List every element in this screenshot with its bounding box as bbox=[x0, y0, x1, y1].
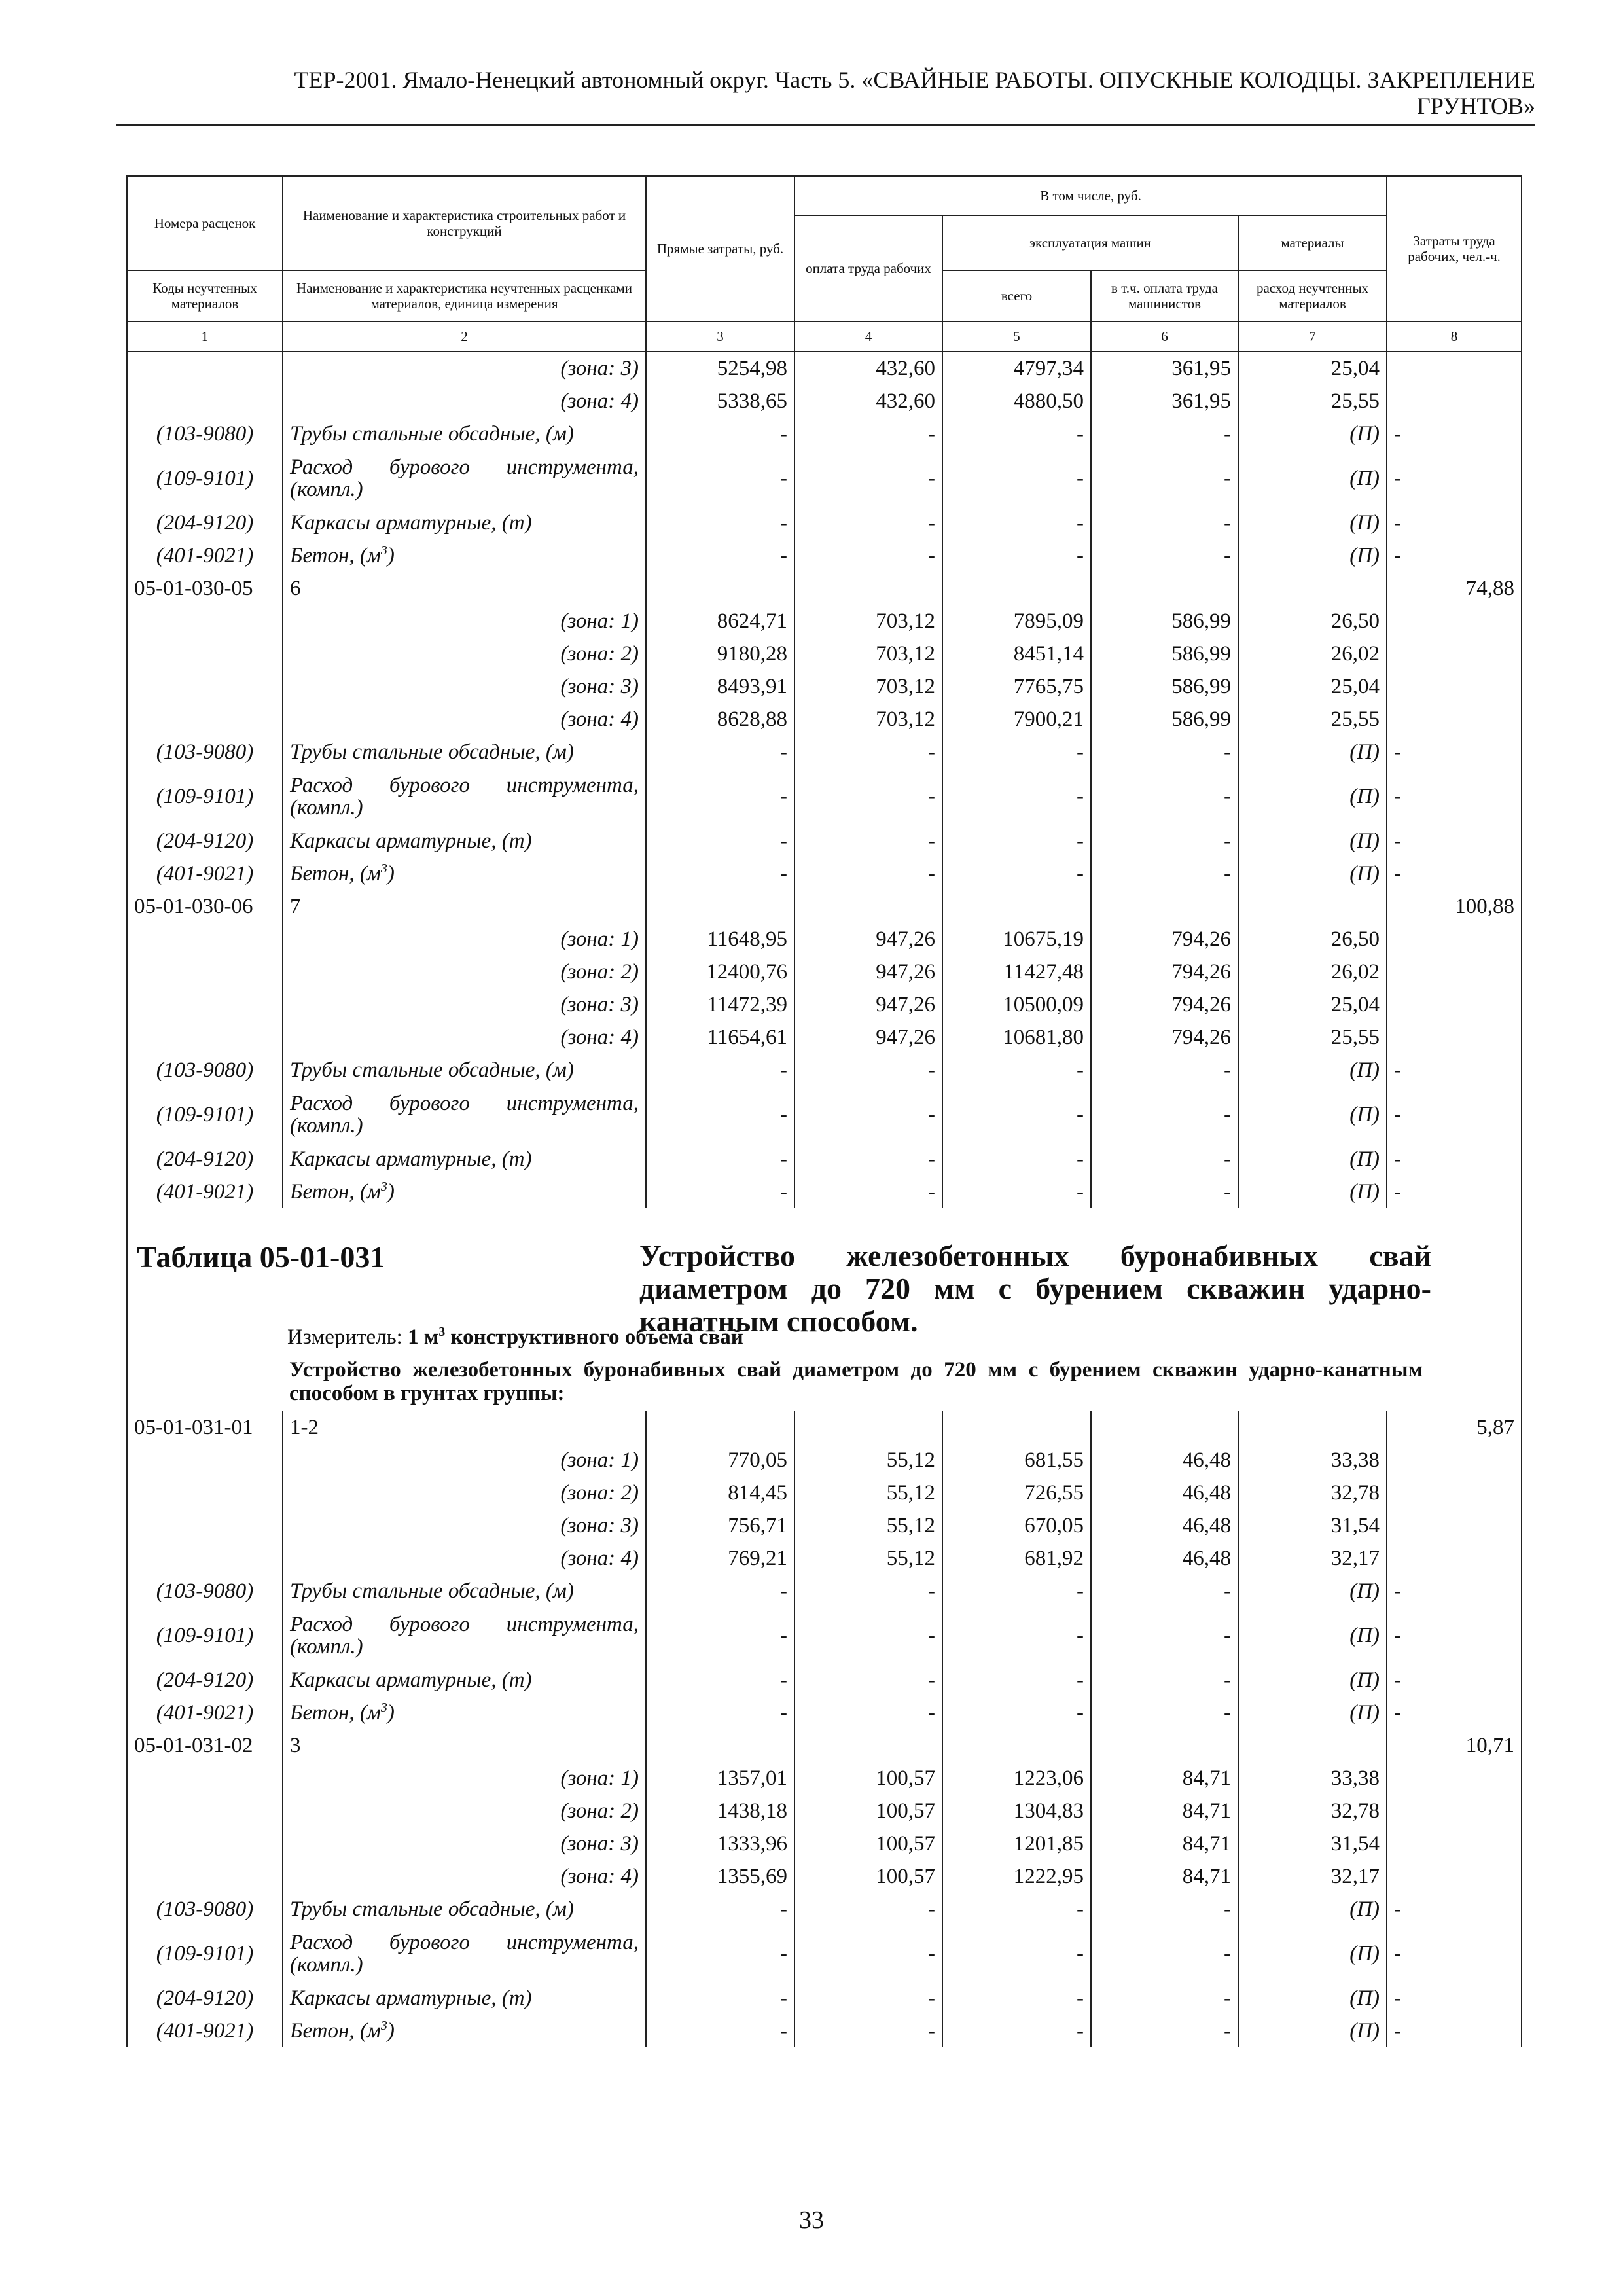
wages: 55,12 bbox=[794, 1444, 942, 1477]
block-05-01-030-06 bbox=[127, 890, 1522, 1208]
material-row: (401-9021) Бетон, $(м^3)$ - - - - (П) - bbox=[127, 1175, 1522, 1208]
running-header-line2: ГРУНТОВ» bbox=[1417, 93, 1535, 119]
material-usage: (П) bbox=[1238, 418, 1387, 450]
material-row: (401-9021) Бетон, $(м^3)$ - - - - (П) - bbox=[127, 1696, 1522, 1729]
materials: 32,17 bbox=[1238, 1860, 1387, 1893]
materials: 32,78 bbox=[1238, 1795, 1387, 1827]
material-code: (204-9120) bbox=[127, 507, 283, 539]
materials: 25,04 bbox=[1238, 670, 1387, 703]
material-name: Бетон, $(м^3)$ bbox=[283, 1696, 646, 1729]
zone-label: (зона: 2) bbox=[283, 1795, 646, 1827]
operators-wages: 46,48 bbox=[1091, 1444, 1238, 1477]
col-number: 7 bbox=[1238, 321, 1387, 351]
direct-costs: 814,45 bbox=[646, 1477, 794, 1509]
rates-table bbox=[126, 175, 1522, 2047]
material-row: (103-9080) Трубы стальные обсадные, (м) - - - - (П) - bbox=[127, 1893, 1522, 1926]
material-row: (204-9120) Каркасы арматурные, (т) - - - - (П) - bbox=[127, 1664, 1522, 1696]
wages: 703,12 bbox=[794, 703, 942, 736]
material-code: (401-9021) bbox=[127, 1696, 283, 1729]
material-row: (103-9080) Трубы стальные обсадные, (м) - - - - (П) - bbox=[127, 1054, 1522, 1086]
labor-costs: 10,71 bbox=[1387, 1729, 1522, 1762]
wages: 947,26 bbox=[794, 956, 942, 988]
table-row bbox=[127, 1509, 1522, 1542]
operators-wages: 46,48 bbox=[1091, 1509, 1238, 1542]
material-row: (103-9080) Трубы стальные обсадные, (м) - - - - (П) - bbox=[127, 736, 1522, 768]
material-usage: (П) bbox=[1238, 825, 1387, 857]
material-name: Трубы стальные обсадные, (м) bbox=[283, 1575, 646, 1607]
operators-wages: 361,95 bbox=[1091, 351, 1238, 385]
machines-total: 8451,14 bbox=[942, 637, 1091, 670]
operators-wages: 794,26 bbox=[1091, 1021, 1238, 1054]
wages: 947,26 bbox=[794, 923, 942, 956]
zone-label: (зона: 3) bbox=[283, 670, 646, 703]
col-number: 1 bbox=[127, 321, 283, 351]
material-row: (401-9021) Бетон, $(м^3)$ - - - - (П) - bbox=[127, 857, 1522, 890]
table-row bbox=[127, 988, 1522, 1021]
table-row bbox=[127, 605, 1522, 637]
col-number: 2 bbox=[283, 321, 646, 351]
materials: 26,50 bbox=[1238, 605, 1387, 637]
material-row: (109-9101) Расход бурового инструмента, (компл.) - - - - (П) - bbox=[127, 1086, 1522, 1143]
operators-wages: 586,99 bbox=[1091, 670, 1238, 703]
rate-code: 05-01-031-01 bbox=[127, 1411, 283, 1444]
running-header-line1: ТЕР-2001. Ямало-Ненецкий автономный округ. Часть 5. «СВАЙНЫЕ РАБОТЫ. ОПУСКНЫЕ КОЛОДЦЫ. ЗАКРЕПЛЕНИЕ bbox=[294, 67, 1535, 93]
rate-row bbox=[127, 572, 1522, 605]
table-row bbox=[127, 1444, 1522, 1477]
operators-wages: 46,48 bbox=[1091, 1477, 1238, 1509]
col-number: 4 bbox=[794, 321, 942, 351]
wages: 100,57 bbox=[794, 1795, 942, 1827]
direct-costs: 5254,98 bbox=[646, 351, 794, 385]
zone-label: (зона: 4) bbox=[283, 385, 646, 418]
material-name: Каркасы арматурные, (т) bbox=[283, 1664, 646, 1696]
wages: 703,12 bbox=[794, 637, 942, 670]
direct-costs: 1357,01 bbox=[646, 1762, 794, 1795]
col-material-usage-header: расход неучтенных материалов bbox=[1238, 270, 1387, 321]
table-row bbox=[127, 1795, 1522, 1827]
direct-costs: 770,05 bbox=[646, 1444, 794, 1477]
col-labor-costs-header: Затраты труда рабочих, чел.-ч. bbox=[1387, 176, 1522, 321]
machines-total: 670,05 bbox=[942, 1509, 1091, 1542]
wages: 432,60 bbox=[794, 351, 942, 385]
machines-total: 7895,09 bbox=[942, 605, 1091, 637]
material-code: (103-9080) bbox=[127, 1575, 283, 1607]
material-row: (103-9080) Трубы стальные обсадные, (м) - - - - (П) - bbox=[127, 418, 1522, 450]
material-code: (401-9021) bbox=[127, 857, 283, 890]
direct-costs: 12400,76 bbox=[646, 956, 794, 988]
block-05-01-030-05 bbox=[127, 572, 1522, 890]
machines-total: 4880,50 bbox=[942, 385, 1091, 418]
zone-label: (зона: 3) bbox=[283, 988, 646, 1021]
operators-wages: 84,71 bbox=[1091, 1827, 1238, 1860]
labor-costs: 100,88 bbox=[1387, 890, 1522, 923]
material-name: Бетон, $(м^3)$ bbox=[283, 539, 646, 572]
table-header bbox=[127, 176, 1522, 351]
direct-costs: 9180,28 bbox=[646, 637, 794, 670]
material-row: (204-9120) Каркасы арматурные, (т) - - - - (П) - bbox=[127, 507, 1522, 539]
material-name: Трубы стальные обсадные, (м) bbox=[283, 1054, 646, 1086]
rate-code: 05-01-030-05 bbox=[127, 572, 283, 605]
materials: 33,38 bbox=[1238, 1444, 1387, 1477]
material-usage: (П) bbox=[1238, 1696, 1387, 1729]
machines-total: 681,92 bbox=[942, 1542, 1091, 1575]
wages: 100,57 bbox=[794, 1860, 942, 1893]
machines-total: 11427,48 bbox=[942, 956, 1091, 988]
table-row bbox=[127, 1762, 1522, 1795]
machines-total: 4797,34 bbox=[942, 351, 1091, 385]
material-name: Бетон, $(м^3)$ bbox=[283, 857, 646, 890]
zone-label: (зона: 3) bbox=[283, 1827, 646, 1860]
material-usage: (П) bbox=[1238, 1926, 1387, 1982]
running-header bbox=[116, 67, 1535, 119]
material-row: (204-9120) Каркасы арматурные, (т) - - - - (П) - bbox=[127, 1143, 1522, 1175]
table-05-01-031-heading bbox=[127, 1208, 1522, 1411]
material-code: (109-9101) bbox=[127, 768, 283, 825]
direct-costs: 8628,88 bbox=[646, 703, 794, 736]
material-name: Трубы стальные обсадные, (м) bbox=[283, 1893, 646, 1926]
rate-name: 3 bbox=[283, 1729, 646, 1762]
table-subheader-row bbox=[127, 1352, 1522, 1411]
material-usage: (П) bbox=[1238, 1175, 1387, 1208]
rate-row bbox=[127, 890, 1522, 923]
material-code: (103-9080) bbox=[127, 1893, 283, 1926]
material-usage: (П) bbox=[1238, 1664, 1387, 1696]
table-row bbox=[127, 1860, 1522, 1893]
rate-code: 05-01-031-02 bbox=[127, 1729, 283, 1762]
table-title-row bbox=[127, 1208, 1522, 1352]
direct-costs: 1355,69 bbox=[646, 1860, 794, 1893]
rate-row bbox=[127, 1729, 1522, 1762]
material-code: (204-9120) bbox=[127, 1664, 283, 1696]
wages: 703,12 bbox=[794, 605, 942, 637]
materials: 26,02 bbox=[1238, 637, 1387, 670]
machines-total: 681,55 bbox=[942, 1444, 1091, 1477]
col-wages-header: оплата труда рабочих bbox=[794, 215, 942, 321]
table-row bbox=[127, 1827, 1522, 1860]
material-name: Бетон, $(м^3)$ bbox=[283, 2015, 646, 2047]
direct-costs: 756,71 bbox=[646, 1509, 794, 1542]
wages: 947,26 bbox=[794, 1021, 942, 1054]
material-code: (401-9021) bbox=[127, 2015, 283, 2047]
materials: 32,78 bbox=[1238, 1477, 1387, 1509]
material-code: (204-9120) bbox=[127, 1982, 283, 2015]
operators-wages: 794,26 bbox=[1091, 956, 1238, 988]
material-usage: (П) bbox=[1238, 1607, 1387, 1664]
materials: 26,50 bbox=[1238, 923, 1387, 956]
machines-total: 1223,06 bbox=[942, 1762, 1091, 1795]
zone-label: (зона: 4) bbox=[283, 703, 646, 736]
col-group-header: В том числе, руб. bbox=[794, 176, 1387, 215]
col-machines-header: эксплуатация машин bbox=[942, 215, 1238, 270]
materials: 25,55 bbox=[1238, 385, 1387, 418]
wages: 55,12 bbox=[794, 1509, 942, 1542]
material-name: Расход бурового инструмента, (компл.) bbox=[283, 768, 646, 825]
direct-costs: 8624,71 bbox=[646, 605, 794, 637]
machines-total: 7900,21 bbox=[942, 703, 1091, 736]
col-operators-wages-header: в т.ч. оплата труда машинистов bbox=[1091, 270, 1238, 321]
col-machines-total-header: всего bbox=[942, 270, 1091, 321]
block-05-01-031-01 bbox=[127, 1411, 1522, 1729]
material-usage: (П) bbox=[1238, 1893, 1387, 1926]
material-usage: (П) bbox=[1238, 768, 1387, 825]
table-row bbox=[127, 1542, 1522, 1575]
material-name: Бетон, $(м^3)$ bbox=[283, 1175, 646, 1208]
wages: 703,12 bbox=[794, 670, 942, 703]
machines-total: 7765,75 bbox=[942, 670, 1091, 703]
table-row bbox=[127, 923, 1522, 956]
zone-label: (зона: 1) bbox=[283, 1762, 646, 1795]
table-row bbox=[127, 703, 1522, 736]
labor-costs: 74,88 bbox=[1387, 572, 1522, 605]
operators-wages: 586,99 bbox=[1091, 637, 1238, 670]
material-usage: (П) bbox=[1238, 1086, 1387, 1143]
operators-wages: 586,99 bbox=[1091, 605, 1238, 637]
material-code: (109-9101) bbox=[127, 1926, 283, 1982]
table-row bbox=[127, 637, 1522, 670]
col-number: 6 bbox=[1091, 321, 1238, 351]
operators-wages: 586,99 bbox=[1091, 703, 1238, 736]
direct-costs: 11472,39 bbox=[646, 988, 794, 1021]
machines-total: 726,55 bbox=[942, 1477, 1091, 1509]
materials: 33,38 bbox=[1238, 1762, 1387, 1795]
material-name: Каркасы арматурные, (т) bbox=[283, 507, 646, 539]
operators-wages: 84,71 bbox=[1091, 1795, 1238, 1827]
machines-total: 1222,95 bbox=[942, 1860, 1091, 1893]
wages: 100,57 bbox=[794, 1762, 942, 1795]
material-code: (103-9080) bbox=[127, 736, 283, 768]
wages: 100,57 bbox=[794, 1827, 942, 1860]
material-usage: (П) bbox=[1238, 2015, 1387, 2047]
material-name: Расход бурового инструмента, (компл.) bbox=[283, 1607, 646, 1664]
zone-label: (зона: 4) bbox=[283, 1860, 646, 1893]
direct-costs: 769,21 bbox=[646, 1542, 794, 1575]
material-row: (103-9080) Трубы стальные обсадные, (м) - - - - (П) - bbox=[127, 1575, 1522, 1607]
col-number: 3 bbox=[646, 321, 794, 351]
zone-label: (зона: 1) bbox=[283, 923, 646, 956]
material-code: (103-9080) bbox=[127, 1054, 283, 1086]
material-name: Расход бурового инструмента, (компл.) bbox=[283, 1926, 646, 1982]
labor-costs: 5,87 bbox=[1387, 1411, 1522, 1444]
material-name: Расход бурового инструмента, (компл.) bbox=[283, 450, 646, 507]
operators-wages: 46,48 bbox=[1091, 1542, 1238, 1575]
col-work-name-header: Наименование и характеристика строительных работ и конструкций bbox=[283, 176, 646, 270]
zone-label: (зона: 3) bbox=[283, 1509, 646, 1542]
col-materials-header: материалы bbox=[1238, 215, 1387, 270]
machines-total: 1201,85 bbox=[942, 1827, 1091, 1860]
machines-total: 10681,80 bbox=[942, 1021, 1091, 1054]
rate-row bbox=[127, 1411, 1522, 1444]
operators-wages: 84,71 bbox=[1091, 1860, 1238, 1893]
table-subheader: Устройство железобетонных буронабивных свай диаметром до 720 мм с бурением скважин ударно-канатным способом в грунтах группы: bbox=[283, 1352, 1522, 1411]
material-usage: (П) bbox=[1238, 857, 1387, 890]
direct-costs: 1333,96 bbox=[646, 1827, 794, 1860]
header-rule bbox=[116, 124, 1535, 126]
wages: 55,12 bbox=[794, 1542, 942, 1575]
table-row bbox=[127, 1021, 1522, 1054]
zone-label: (зона: 4) bbox=[283, 1021, 646, 1054]
col-material-names-header: Наименование и характеристика неучтенных расценками материалов, единица измерения bbox=[283, 270, 646, 321]
material-name: Расход бурового инструмента, (компл.) bbox=[283, 1086, 646, 1143]
materials: 31,54 bbox=[1238, 1827, 1387, 1860]
wages: 947,26 bbox=[794, 988, 942, 1021]
material-code: (204-9120) bbox=[127, 825, 283, 857]
table-row bbox=[127, 351, 1522, 385]
material-code: (109-9101) bbox=[127, 1086, 283, 1143]
material-row: (109-9101) Расход бурового инструмента, (компл.) - - - - (П) - bbox=[127, 1607, 1522, 1664]
table-row bbox=[127, 1477, 1522, 1509]
rate-name: 1-2 bbox=[283, 1411, 646, 1444]
material-row: (109-9101) Расход бурового инструмента, (компл.) - - - - (П) - bbox=[127, 1926, 1522, 1982]
block-05-01-031-02 bbox=[127, 1729, 1522, 2047]
material-name: Трубы стальные обсадные, (м) bbox=[283, 418, 646, 450]
rate-name: 7 bbox=[283, 890, 646, 923]
block-05-01-030-04-tail bbox=[127, 351, 1522, 572]
rate-code: 05-01-030-06 bbox=[127, 890, 283, 923]
table-title: Устройство железобетонных буронабивных свай диаметром до 720 мм с бурением скважин ударно-канатным способом. bbox=[639, 1239, 1431, 1338]
table-row bbox=[127, 670, 1522, 703]
materials: 25,04 bbox=[1238, 988, 1387, 1021]
material-code: (103-9080) bbox=[127, 418, 283, 450]
direct-costs: 11648,95 bbox=[646, 923, 794, 956]
material-row: (109-9101) Расход бурового инструмента, (компл.) - - - - (П) - bbox=[127, 450, 1522, 507]
direct-costs: 1438,18 bbox=[646, 1795, 794, 1827]
page-number: 33 bbox=[799, 2206, 824, 2234]
material-row: (204-9120) Каркасы арматурные, (т) - - - - (П) - bbox=[127, 825, 1522, 857]
operators-wages: 794,26 bbox=[1091, 988, 1238, 1021]
direct-costs: 8493,91 bbox=[646, 670, 794, 703]
materials: 25,04 bbox=[1238, 351, 1387, 385]
material-usage: (П) bbox=[1238, 539, 1387, 572]
zone-label: (зона: 1) bbox=[283, 605, 646, 637]
table-unit: Измеритель: 1 $м^3$ конструктивного объема свай bbox=[287, 1325, 743, 1349]
machines-total: 1304,83 bbox=[942, 1795, 1091, 1827]
material-usage: (П) bbox=[1238, 736, 1387, 768]
zone-label: (зона: 2) bbox=[283, 1477, 646, 1509]
table-label: Таблица 05-01-031 bbox=[137, 1240, 385, 1274]
material-code: (109-9101) bbox=[127, 1607, 283, 1664]
zone-label: (зона: 2) bbox=[283, 956, 646, 988]
material-name: Каркасы арматурные, (т) bbox=[283, 1143, 646, 1175]
material-usage: (П) bbox=[1238, 507, 1387, 539]
col-number: 8 bbox=[1387, 321, 1522, 351]
material-usage: (П) bbox=[1238, 1575, 1387, 1607]
materials: 32,17 bbox=[1238, 1542, 1387, 1575]
materials: 31,54 bbox=[1238, 1509, 1387, 1542]
material-name: Каркасы арматурные, (т) bbox=[283, 825, 646, 857]
zone-label: (зона: 1) bbox=[283, 1444, 646, 1477]
rate-name: 6 bbox=[283, 572, 646, 605]
zone-label: (зона: 3) bbox=[283, 351, 646, 385]
material-code: (401-9021) bbox=[127, 539, 283, 572]
materials: 26,02 bbox=[1238, 956, 1387, 988]
table-row bbox=[127, 385, 1522, 418]
material-row: (401-9021) Бетон, $(м^3)$ - - - - (П) - bbox=[127, 539, 1522, 572]
zone-label: (зона: 2) bbox=[283, 637, 646, 670]
material-name: Каркасы арматурные, (т) bbox=[283, 1982, 646, 2015]
material-usage: (П) bbox=[1238, 1143, 1387, 1175]
wages: 55,12 bbox=[794, 1477, 942, 1509]
operators-wages: 794,26 bbox=[1091, 923, 1238, 956]
material-name: Трубы стальные обсадные, (м) bbox=[283, 736, 646, 768]
direct-costs: 5338,65 bbox=[646, 385, 794, 418]
material-usage: (П) bbox=[1238, 1982, 1387, 2015]
machines-total: 10675,19 bbox=[942, 923, 1091, 956]
wages: 432,60 bbox=[794, 385, 942, 418]
col-material-codes-header: Коды неучтенных материалов bbox=[127, 270, 283, 321]
col-direct-costs-header: Прямые затраты, руб. bbox=[646, 176, 794, 321]
material-code: (401-9021) bbox=[127, 1175, 283, 1208]
table-row bbox=[127, 956, 1522, 988]
materials: 25,55 bbox=[1238, 703, 1387, 736]
material-row: (401-9021) Бетон, $(м^3)$ - - - - (П) - bbox=[127, 2015, 1522, 2047]
material-row: (204-9120) Каркасы арматурные, (т) - - - - (П) - bbox=[127, 1982, 1522, 2015]
operators-wages: 361,95 bbox=[1091, 385, 1238, 418]
material-code: (109-9101) bbox=[127, 450, 283, 507]
col-number: 5 bbox=[942, 321, 1091, 351]
material-usage: (П) bbox=[1238, 1054, 1387, 1086]
operators-wages: 84,71 bbox=[1091, 1762, 1238, 1795]
col-rate-number-header: Номера расценок bbox=[127, 176, 283, 270]
machines-total: 10500,09 bbox=[942, 988, 1091, 1021]
material-code: (204-9120) bbox=[127, 1143, 283, 1175]
zone-label: (зона: 4) bbox=[283, 1542, 646, 1575]
material-row: (109-9101) Расход бурового инструмента, (компл.) - - - - (П) - bbox=[127, 768, 1522, 825]
material-usage: (П) bbox=[1238, 450, 1387, 507]
direct-costs: 11654,61 bbox=[646, 1021, 794, 1054]
materials: 25,55 bbox=[1238, 1021, 1387, 1054]
